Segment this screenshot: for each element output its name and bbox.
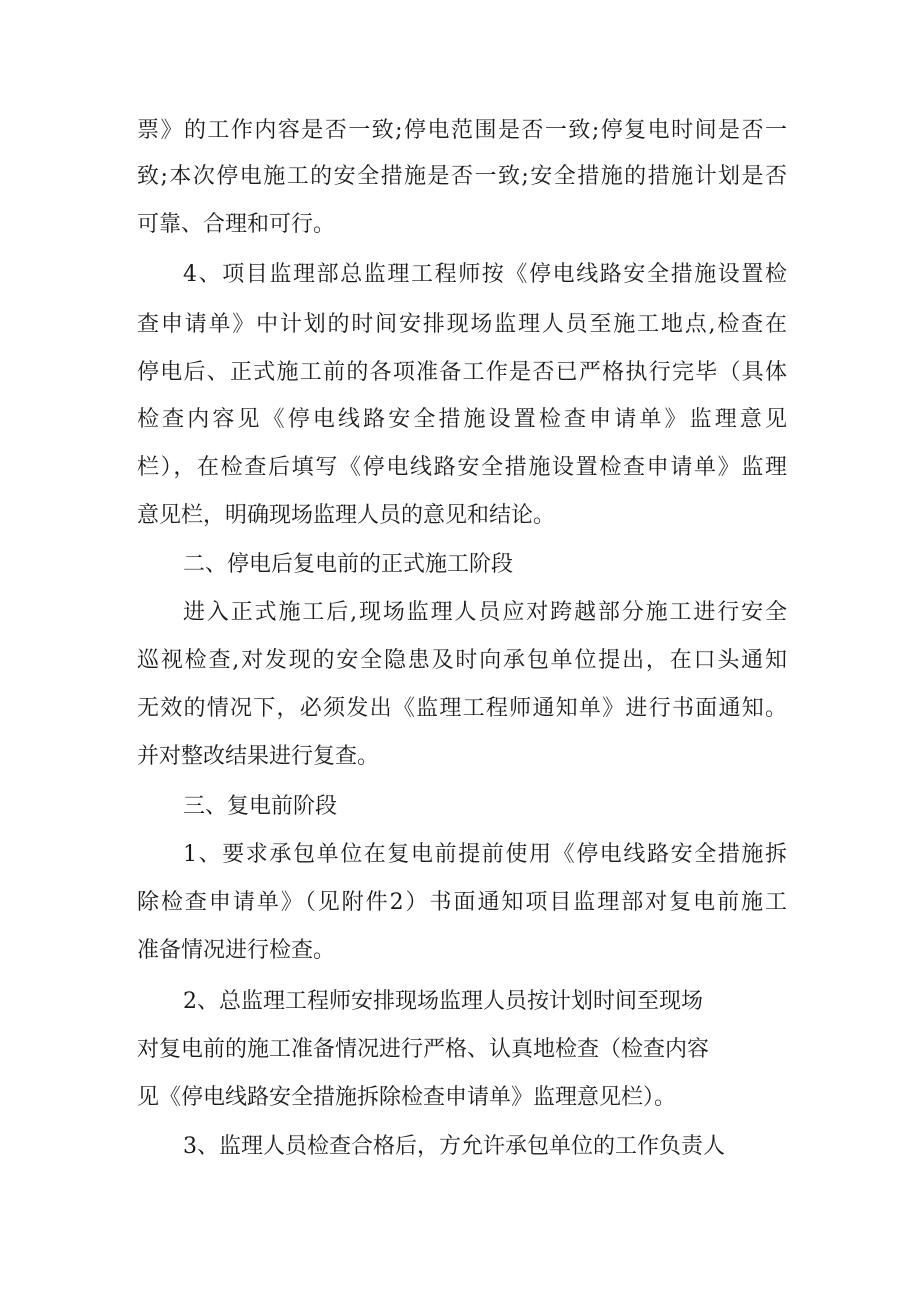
text-line-2: 致;本次停电施工的安全措施是否一致;安全措施的措施计划是否: [137, 164, 787, 189]
text-line-1: 票》的工作内容是否一致;停电范围是否一致;停复电时间是否一: [137, 118, 787, 143]
text-line-17: 除检查申请单》（见附件2）书面通知项目监理部对复电前施工: [137, 890, 787, 915]
section-heading-3: 三、复电前阶段: [183, 794, 338, 819]
text-line-3: 可靠、合理和可行。: [137, 212, 336, 237]
text-line-18: 准备情况进行检查。: [137, 938, 336, 963]
text-line-16: 1、要求承包单位在复电前提前使用《停电线路安全措施拆: [183, 842, 787, 867]
text-line-20: 对复电前的施工准备情况进行严格、认真地检查（检查内容: [137, 1037, 710, 1062]
text-line-14: 并对整改结果进行复查。: [137, 744, 380, 769]
text-line-7: 检查内容见《停电线路安全措施设置检查申请单》监理意见: [137, 407, 787, 432]
text-line-19: 2、总监理工程师安排现场监理人员按计划时间至现场: [183, 989, 703, 1014]
text-line-21: 见《停电线路安全措施拆除检查申请单》监理意见栏）。: [137, 1085, 677, 1110]
text-line-9: 意见栏，明确现场监理人员的意见和结论。: [137, 503, 556, 528]
text-line-4: 4、项目监理部总监理工程师按《停电线路安全措施设置检: [183, 262, 787, 287]
text-line-13: 无效的情况下，必须发出《监理工程师通知单》进行书面通知。: [137, 696, 787, 721]
text-line-6: 停电后、正式施工前的各项准备工作是否已严格执行完毕（具体: [137, 360, 787, 385]
text-line-5: 查申请单》中计划的时间安排现场监理人员至施工地点,检查在: [137, 312, 787, 337]
text-line-11: 进入正式施工后,现场监理人员应对跨越部分施工进行安全: [183, 600, 787, 625]
section-heading-2: 二、停电后复电前的正式施工阶段: [183, 552, 514, 577]
text-line-12: 巡视检查,对发现的安全隐患及时向承包单位提出，在口头通知: [137, 648, 787, 673]
text-line-8: 栏），在检查后填写《停电线路安全措施设置检查申请单》监理: [137, 455, 787, 480]
text-line-22: 3、监理人员检查合格后，方允许承包单位的工作负责人: [183, 1134, 725, 1159]
